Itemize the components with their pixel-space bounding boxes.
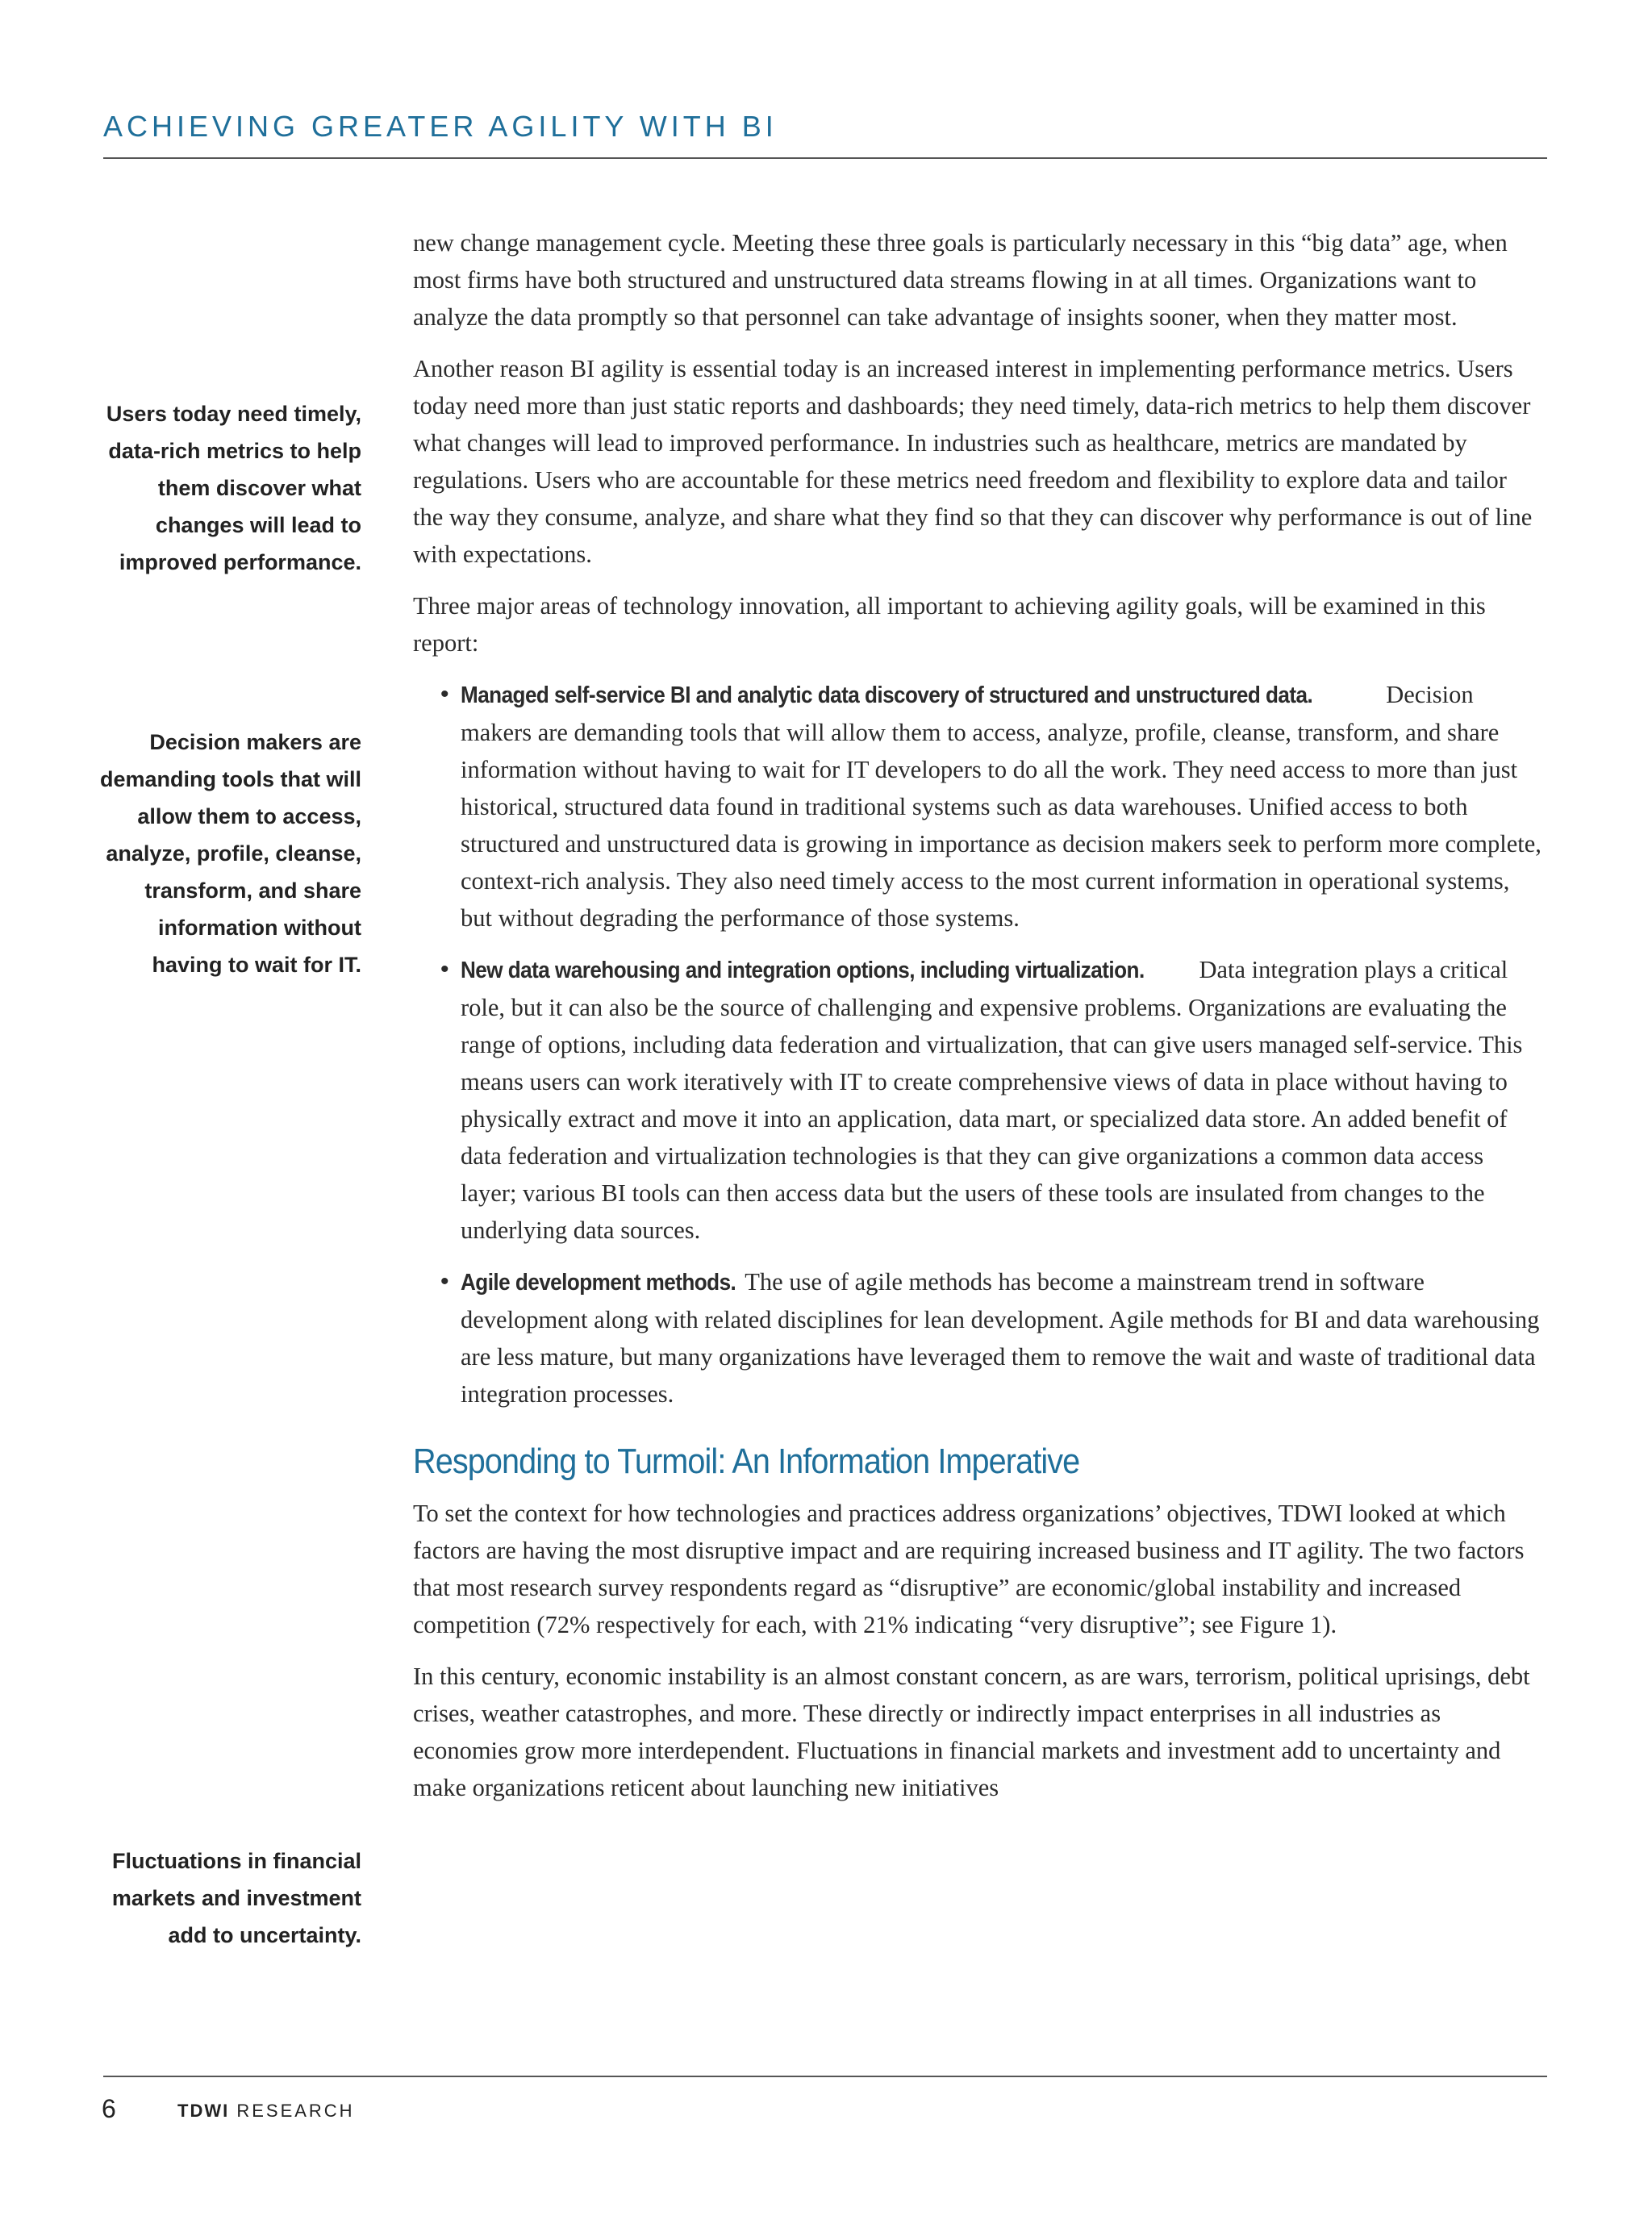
footer-rule [103,2076,1547,2077]
list-item [413,951,1542,1249]
bullet-icon: • [440,956,449,983]
list-item-lead: New data warehousing and integration options, including virtualization. [461,958,1145,983]
paragraph: In this century, economic instability is an almost constant concern, as are wars, terrorism, political uprisings, debt crises, weather catastrophes, and more. These directly or indirectly impact enterprises in all industries as economies grow more interdependent. Fluctuations in financial markets and investment add to uncertainty and make organizations reticent about launching new initiatives [413,1663,1530,1801]
pull-quote-metrics [87,395,361,581]
paragraph: Another reason BI agility is essential today is an increased interest in implementing performance metrics. Users today need more than just static reports and dashboards; they need timely, data-rich metrics to help them discover what changes will lead to improved performance. In industries such as healthcare, metrics are mandated by regulations. Users who are accountable for these metrics need freedom and flexibility to explore data and tailor the way they consume, analyze, and share what they find so that they can discover why performance is out of line with expectations. [413,355,1533,568]
paragraph: To set the context for how technologies and practices address organizations’ objectives, TDWI looked at which factors are having the most disruptive impact and are requiring increased business and IT agility. The two factors that most research survey respondents regard as “disruptive” are economic/global instability and increased competition (72% respectively for each, with 21% indicating “very disruptive”; see Figure 1). [413,1500,1525,1638]
running-header: ACHIEVING GREATER AGILITY WITH BI [103,110,778,143]
pull-quote-text: Decision makers are demanding tools that will allow them to access, analyze, profile, cleanse, transform, and share information without having to wait for IT. [100,730,361,977]
list-item-lead: Managed self-service BI and analytic data discovery of structured and unstructured data. [461,682,1313,708]
list-item-text: Decision makers are demanding tools that will allow them to access, analyze, profile, cleanse, transform, and share information without having to wait for IT developers to do all the work. They need access to more than just historical, structured data found in traditional systems such as data warehouses. Unified access to both structured and unstructured data is growing in importance as decision makers seek to perform more complete, context-rich analysis. They also need timely access to the most current information in operational systems, but without degrading the performance of those systems. [461,681,1541,932]
paragraph: Three major areas of technology innovation, all important to achieving agility goals, will be examined in this report: [413,592,1486,657]
header-rule [103,157,1547,159]
list-item-text: Data integration plays a critical role, but it can also be the source of challenging and expensive problems. Organizations are evaluating the range of options, including data federation and virtualization, that can give users managed self-service. This means users can work iteratively with IT to create comprehensive views of data in place without having to physically extract and move it into an application, data mart, or specialized data store. An added benefit of data federation and virtualization technologies is that they can give organizations a common data access layer; various BI tools can then access data but the users of these tools are insulated from changes to the underlying data sources. [461,956,1523,1244]
paragraph: new change management cycle. Meeting these three goals is particularly necessary in this “big data” age, when most firms have both structured and unstructured data streams flowing in at all times. Organizations want to analyze the data promptly so that personnel can take advantage of insights sooner, when they matter most. [413,229,1508,331]
list-item [413,676,1542,937]
innovation-list [413,676,1542,1413]
brand-text: RESEARCH [236,2101,355,2121]
list-item-lead: Agile development methods. [461,1270,736,1296]
list-item [413,1263,1542,1413]
brand-bold-text: TDWI [177,2101,230,2121]
pull-quote-text: Fluctuations in financial markets and investment add to uncertainty. [111,1849,361,1947]
pull-quote-text: Users today need timely, data-rich metrics to help them discover what changes will lead to improved performance. [106,402,361,574]
main-column [413,224,1542,1821]
bullet-icon: • [440,681,449,707]
publisher-logo [177,2101,355,2122]
bullet-icon: • [440,1268,449,1295]
section-heading: Responding to Turmoil: An Information Imperative [413,1442,1080,1481]
list-item-text: The use of agile methods has become a mainstream trend in software development along with related disciplines for lean development. Agile methods for BI and data warehousing are less mature, but many organizations have leveraged them to remove the wait and waste of traditional data integration processes. [461,1268,1540,1408]
page-number: 6 [102,2094,116,2123]
pull-quote-fluctuations [87,1842,361,1954]
pull-quote-decision-makers [87,724,361,983]
